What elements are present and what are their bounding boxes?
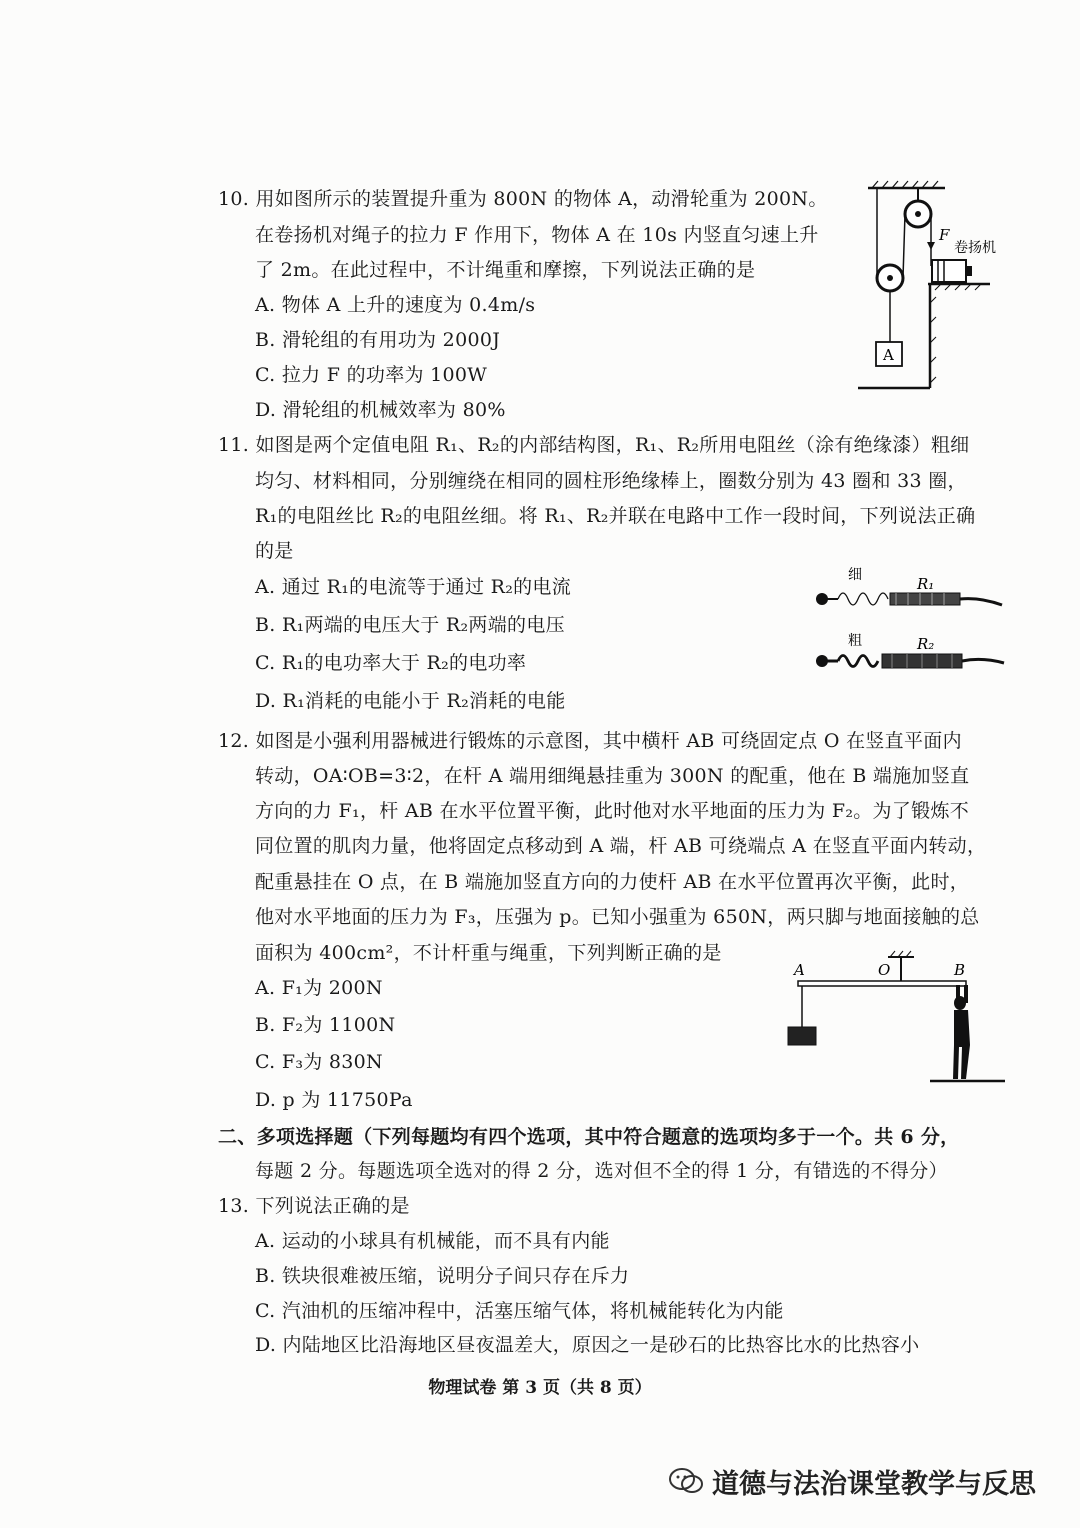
q13-stem: 13. 下列说法正确的是	[218, 1195, 410, 1217]
r1-label: R₁	[917, 575, 935, 593]
r2-thick-wire	[838, 656, 878, 667]
lever-bar	[798, 981, 966, 986]
q12-option-c: C. F₃为 830N	[255, 1051, 383, 1073]
q11-line-2: 均匀、材料相同，分别缠绕在相同的圆柱形绝缘棒上，圈数分别为 43 圈和 33 圈，	[255, 470, 967, 492]
q10-option-c: C. 拉力 F 的功率为 100W	[255, 364, 488, 386]
q12-line-1: 12. 如图是小强利用器械进行锻炼的示意图，其中横杆 AB 可绕固定点 O 在竖直平面内	[218, 730, 962, 752]
page-footer: 物理试卷 第 3 页（共 8 页）	[428, 1378, 652, 1398]
winch-label: 卷扬机	[954, 240, 996, 256]
wechat-icon	[668, 1466, 706, 1496]
winch	[932, 260, 966, 282]
force-f-label: F	[939, 226, 950, 244]
r1-coil	[890, 593, 960, 605]
label-a: A	[794, 961, 805, 979]
q11-option-a: A. 通过 R₁的电流等于通过 R₂的电流	[255, 576, 572, 598]
q12-option-b: B. F₂为 1100N	[255, 1014, 396, 1036]
q11-line-4: 的是	[255, 540, 294, 562]
q11-line-1: 11. 如图是两个定值电阻 R₁、R₂的内部结构图，R₁、R₂所用电阻丝（涂有绝缘漆）粗细	[218, 434, 970, 456]
pulley-figure	[850, 178, 1020, 393]
q11-option-b: B. R₁两端的电压大于 R₂两端的电压	[255, 614, 565, 636]
q12-option-d: D. p 为 11750Pa	[255, 1089, 413, 1111]
q11-line-3: R₁的电阻丝比 R₂的电阻丝细。将 R₁、R₂并联在电路中工作一段时间，下列说法正确	[255, 505, 976, 527]
q10-line-2: 在卷扬机对绳子的拉力 F 作用下，物体 A 在 10s 内竖直匀速上升	[255, 224, 819, 246]
resistor-figure	[812, 565, 1012, 675]
q10-option-b: B. 滑轮组的有用功为 2000J	[255, 329, 501, 351]
q12-line-3: 方向的力 F₁，杆 AB 在水平位置平衡，此时他对水平地面的压力为 F₂。为了锻炼不	[255, 800, 970, 822]
q12-line-7: 面积为 400cm²，不计杆重与绳重，下列判断正确的是	[255, 942, 722, 964]
r2-label: R₂	[917, 635, 935, 653]
q12-line-2: 转动，OA∶OB=3∶2，在杆 A 端用细绳悬挂重为 300N 的配重，他在 B 端施加竖直	[255, 765, 970, 787]
thick-label: 粗	[848, 633, 862, 649]
label-b: B	[954, 961, 966, 979]
watermark-text: 道德与法治课堂教学与反思	[712, 1469, 1036, 1500]
q10-option-d: D. 滑轮组的机械效率为 80%	[255, 399, 506, 421]
person-silhouette	[953, 985, 970, 1079]
thin-label: 细	[848, 567, 862, 583]
lever-figure	[780, 945, 1010, 1085]
q10-line-1: 10. 用如图所示的装置提升重为 800N 的物体 A，动滑轮重为 200N。	[218, 188, 828, 210]
q10-option-a: A. 物体 A 上升的速度为 0.4m/s	[255, 294, 536, 316]
r1-thin-wire	[838, 593, 888, 605]
q13-option-b: B. 铁块很难被压缩，说明分子间只存在斥力	[255, 1265, 630, 1287]
q12-line-4: 同位置的肌肉力量，他将固定点移动到 A 端，杆 AB 可绕端点 A 在竖直平面内转动，	[255, 835, 987, 857]
q13-option-a: A. 运动的小球具有机械能，而不具有内能	[255, 1230, 610, 1252]
q13-option-d: D. 内陆地区比沿海地区昼夜温差大，原因之一是砂石的比热容比水的比热容小	[255, 1334, 920, 1356]
block-a-label: A	[883, 346, 894, 364]
q12-line-5: 配重悬挂在 O 点，在 B 端施加竖直方向的力使杆 AB 在水平位置再次平衡，此时，	[255, 871, 970, 893]
q13-option-c: C. 汽油机的压缩冲程中，活塞压缩气体，将机械能转化为内能	[255, 1300, 784, 1322]
section2-heading-line-2: 每题 2 分。每题选项全选对的得 2 分，选对但不全的得 1 分，有错选的不得分）	[255, 1160, 948, 1182]
q11-option-c: C. R₁的电功率大于 R₂的电功率	[255, 652, 527, 674]
q10-line-3: 了 2m。在此过程中，不计绳重和摩擦，下列说法正确的是	[255, 259, 756, 281]
q11-option-d: D. R₁消耗的电能小于 R₂消耗的电能	[255, 690, 566, 712]
q12-option-a: A. F₁为 200N	[255, 977, 383, 999]
q12-line-6: 他对水平地面的压力为 F₃，压强为 p。已知小强重为 650N，两只脚与地面接触的总	[255, 906, 980, 928]
section2-heading-line-1: 二、多项选择题（下列每题均有四个选项，其中符合题意的选项均多于一个。共 6 分，	[218, 1126, 960, 1148]
counterweight	[788, 1027, 816, 1045]
label-o: O	[878, 961, 891, 979]
